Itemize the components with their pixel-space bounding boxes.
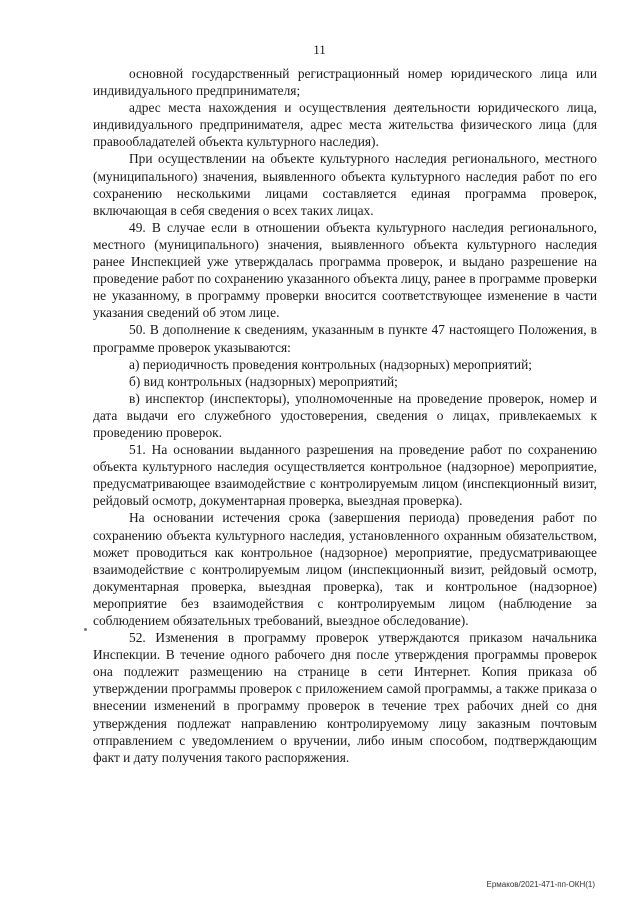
paragraph-50-b: б) вид контрольных (надзорных) мероприятий; [129, 373, 398, 389]
paragraph-51-expiry: На основании истечения срока (завершения периода) проведения работ по сохранению объекта культурного наследия, установленного охранным обязательством, может проводиться как контрольное (надзорное) мероприятие, предусматривающее взаимодействие с контролируемым лицом (инспекционный визит, рейдовый осмотр, документарная проверка, выездная проверка), так и контрольное (надзорное) мероприятие без взаимодействия с контролируемым лицом (наблюдение за соблюдением обязательных требований, выездное обследование). [93, 510, 597, 628]
paragraph-50-v: в) инспектор (инспекторы), уполномоченные на проведение проверок, номер и дата выдачи его служебного удостоверения, сведения о лицах, привлекаемых к проведению проверок. [93, 390, 597, 440]
paragraph-50: 50. В дополнение к сведениям, указанным в пункте 47 настоящего Положения, в программе проверок указываются: [93, 322, 597, 355]
paragraph-address: адрес места нахождения и осуществления деятельности юридического лица, индивидуального предпринимателя, адрес места жительства физического лица (для правообладателей объекта культурного наследия). [93, 100, 597, 150]
paragraph-52: 52. Изменения в программу проверок утверждаются приказом начальника Инспекции. В течение одного рабочего дня после утверждения программы проверок она подлежит размещению на странице в сети Интернет. Копия приказа об утверждении программы проверок с приложением самой программы, а также приказа о внесении изменений в программу проверок в течение трех рабочих дней со дня утверждения подлежат направлению контролируемому лицу заказным почтовым отправлением с уведомлением о вручении, либо иным способом, подтверждающим факт и дату получения такого распоряжения. [93, 630, 597, 765]
paragraph-50-a: а) периодичность проведения контрольных (надзорных) мероприятий; [129, 356, 532, 372]
scan-speck [84, 628, 87, 631]
document-body [93, 65, 597, 766]
paragraph-51: 51. На основании выданного разрешения на проведение работ по сохранению объекта культурного наследия осуществляется контрольное (надзорное) мероприятие, предусматривающее взаимодействие с контролируемым лицом (инспекционный визит, рейдовый осмотр, документарная проверка, выездная проверка). [93, 442, 597, 509]
paragraph-ogrn: основной государственный регистрационный номер юридического лица или индивидуального предпринимателя; [93, 66, 597, 99]
page-number: 11 [313, 42, 326, 57]
paragraph-multiple-persons: При осуществлении на объекте культурного наследия регионального, местного (муниципального) значения, выявленного объекта культурного наследия работ по его сохранению несколькими лицами составляется единая программа проверок, включающая в себя сведения о всех таких лицах. [93, 151, 597, 218]
paragraph-49: 49. В случае если в отношении объекта культурного наследия регионального, местного (муниципального) значения, выявленного объекта культурного наследия ранее Инспекцией уже утверждалась программа проверок, и выдано разрешение на проведение работ по сохранению указанного объекта лицу, ранее в программе проверки не указанному, в программу проверки вносится соответствующее изменение в части указания сведений об этом лице. [93, 219, 597, 321]
document-code-footer: Ермаков/2021-471-пп-ОКН(1) [486, 880, 595, 889]
